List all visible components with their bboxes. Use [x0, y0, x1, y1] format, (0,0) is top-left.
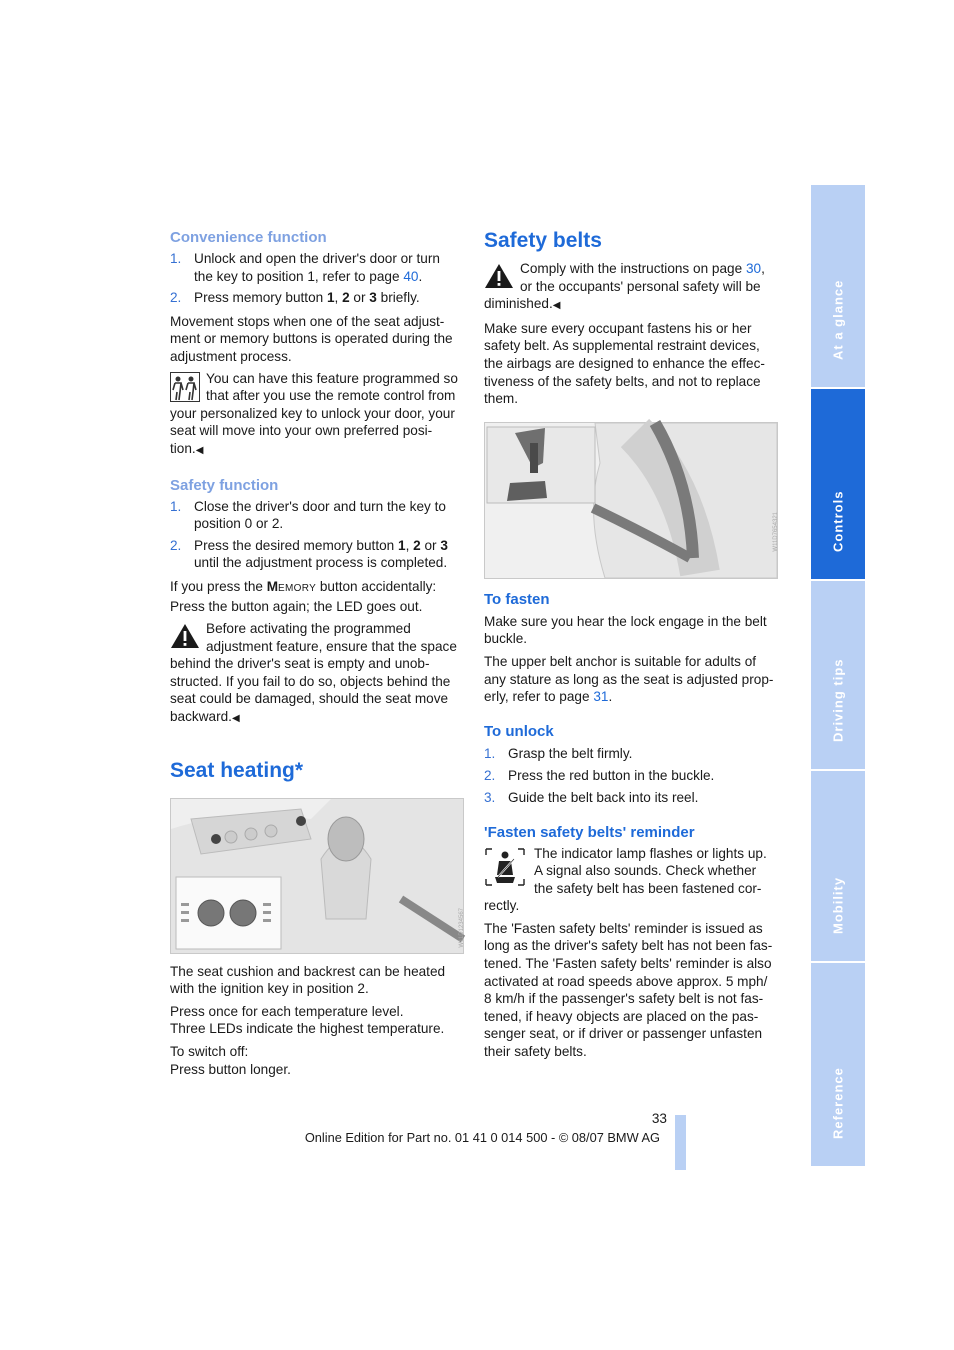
seat-heating-illustration	[171, 799, 463, 953]
belts-para: Make sure every occupant fastens his or her safety belt. As supplemental restraint devices, the airbags are designed to enhance the effec-tiveness of the safety belts, and not to replace them.	[484, 320, 765, 407]
warning-icon	[170, 622, 200, 650]
seat-heating-para3	[170, 1043, 462, 1078]
para-text: If you press the	[170, 578, 267, 594]
end-mark-icon: ◀	[195, 444, 204, 456]
reminder-para: The 'Fasten safety belts' reminder is issued as long as the driver's safety belt has not been fas-tened. The 'Fasten safety belts' reminder is also activated at road speeds above approx. 5 mph/ 8 km/h if the passenger's safety belt is not fas-tened, if heavy objects are placed on the pas-senger seat, or if driver or passenger unfasten their safety belts.	[484, 920, 773, 1060]
punct: ,	[334, 290, 343, 306]
punct: briefly.	[376, 290, 420, 306]
memory-3: 3	[369, 290, 377, 306]
right-column	[484, 228, 780, 1061]
memory-2: 2	[342, 290, 350, 306]
tab-mobility[interactable]	[811, 771, 865, 961]
fasten-para2	[484, 653, 776, 706]
warning-icon	[484, 262, 514, 290]
tab-at-a-glance[interactable]	[811, 185, 865, 387]
warning-text: Comply with the instructions on page	[520, 261, 746, 276]
line: Three LEDs indicate the highest temperature.	[170, 1021, 445, 1037]
line: Press button longer.	[170, 1061, 291, 1077]
unlock-steps	[484, 745, 776, 807]
page-link[interactable]: 40	[403, 268, 419, 284]
step-number: 2.	[170, 537, 182, 553]
to-fasten-heading: To fasten	[484, 590, 550, 608]
tab-label: Driving tips	[830, 658, 846, 742]
page-marker-bar	[675, 1115, 686, 1170]
safety-warning	[170, 620, 462, 728]
tab-label: Reference	[830, 1067, 846, 1139]
end-mark-icon: ◀	[552, 300, 561, 312]
safety-steps	[170, 498, 462, 572]
page-link[interactable]: 30	[745, 261, 762, 276]
personal-profile-icon	[170, 372, 200, 402]
page-number: 33	[651, 1111, 667, 1126]
step-text: Grasp the belt firmly.	[508, 745, 633, 761]
seat-heating-title: Seat heating*	[170, 758, 304, 782]
left-column	[170, 228, 466, 1078]
tab-label: At a glance	[830, 279, 846, 360]
list-item	[484, 789, 776, 807]
seat-heating-para1: The seat cushion and backrest can be heated with the ignition key in position 2.	[170, 963, 446, 997]
memory-rest: EMORY	[278, 582, 317, 594]
punct: ,	[405, 537, 414, 553]
step-number: 1.	[170, 251, 182, 266]
punct: .	[608, 689, 613, 705]
reminder-note-text: The indicator lamp flashes or lights up. A signal also sounds. Check whether the safety belt has been fastened cor-rectly.	[484, 845, 767, 914]
tab-driving-tips[interactable]	[811, 581, 865, 769]
end-mark-icon: ◀	[231, 713, 240, 725]
safety-belt-figure	[484, 422, 778, 579]
figure-id: W11D1234567	[459, 907, 466, 948]
step-text: Press the desired memory button	[194, 537, 398, 553]
step-text: Press memory button	[194, 290, 327, 306]
memory-1: 1	[326, 290, 335, 306]
reminder-heading: 'Fasten safety belts' reminder	[484, 823, 695, 841]
tab-label: Mobility	[830, 876, 846, 934]
safety-belt-illustration	[485, 423, 777, 578]
line: To switch off:	[170, 1044, 249, 1060]
punct: or	[420, 537, 441, 553]
seat-heating-figure	[170, 798, 464, 954]
memory-1: 1	[398, 537, 406, 553]
memory-3: 3	[440, 537, 448, 553]
convenience-heading: Convenience function	[170, 229, 327, 246]
step-number: 2.	[484, 767, 496, 783]
footer-text: Online Edition for Part no. 01 41 0 014 500 - © 08/07 BMW AG	[304, 1130, 660, 1145]
step-text: Close the driver's door and turn the key to position 0 or 2.	[194, 498, 446, 532]
figure-id: W11D7654321	[773, 511, 780, 552]
seat-heating-para2	[170, 1003, 462, 1038]
tab-label: Controls	[830, 490, 846, 552]
step-number: 1.	[170, 498, 182, 514]
safety-function-heading: Safety function	[170, 476, 279, 494]
convenience-note	[170, 370, 462, 460]
step-number: 3.	[484, 789, 496, 805]
page-link[interactable]: 31	[593, 689, 609, 705]
para-text: button accidentally: Press the button again; the LED goes out.	[170, 578, 437, 614]
step-text: Press the red button in the buckle.	[508, 767, 715, 783]
memory-m: M	[266, 578, 279, 594]
tab-controls[interactable]	[811, 389, 865, 579]
list-item	[170, 289, 462, 307]
belts-warning	[484, 260, 776, 315]
list-item	[170, 498, 462, 533]
punct: .	[418, 268, 423, 284]
memory-2: 2	[413, 537, 421, 553]
list-item	[170, 250, 462, 285]
step-text: Unlock and open the driver's door or turn the key to position 1, refer to page	[194, 251, 440, 284]
safety-belts-title: Safety belts	[484, 229, 602, 252]
seatbelt-indicator-icon	[484, 847, 526, 887]
convenience-steps	[170, 250, 462, 307]
step-number: 2.	[170, 290, 182, 306]
punct: until the adjustment process is completed.	[194, 555, 448, 571]
list-item	[170, 537, 462, 572]
list-item	[484, 745, 776, 763]
memory-accident-para	[170, 578, 462, 615]
reminder-note	[484, 845, 776, 915]
convenience-para: Movement stops when one of the seat adjust-ment or memory buttons is operated during the adjustment process.	[170, 313, 453, 364]
tab-reference[interactable]	[811, 963, 865, 1166]
to-unlock-heading: To unlock	[484, 722, 554, 740]
para-text: The upper belt anchor is suitable for adults of any stature as long as the seat is adjusted prop-erly, refer to page	[484, 653, 774, 705]
line: Press once for each temperature level.	[170, 1003, 404, 1019]
list-item	[484, 767, 776, 785]
fasten-para1: Make sure you hear the lock engage in the belt buckle.	[484, 613, 767, 647]
punct: or	[349, 290, 370, 306]
step-text: Guide the belt back into its reel.	[508, 789, 699, 805]
note-text: You can have this feature programmed so that after you use the remote control from your personalized key to unlock your door, your seat will move into your own preferred posi-tion.	[170, 370, 458, 456]
warning-text: Before activating the programmed adjustment feature, ensure that the space behind the driver's seat is empty and unob-structed. If you fail to do so, objects behind the seat could be damaged, should the seat move backward.	[170, 621, 457, 725]
warning-text: , or the occupants' personal safety will be diminished.	[484, 261, 765, 312]
step-number: 1.	[484, 745, 496, 761]
